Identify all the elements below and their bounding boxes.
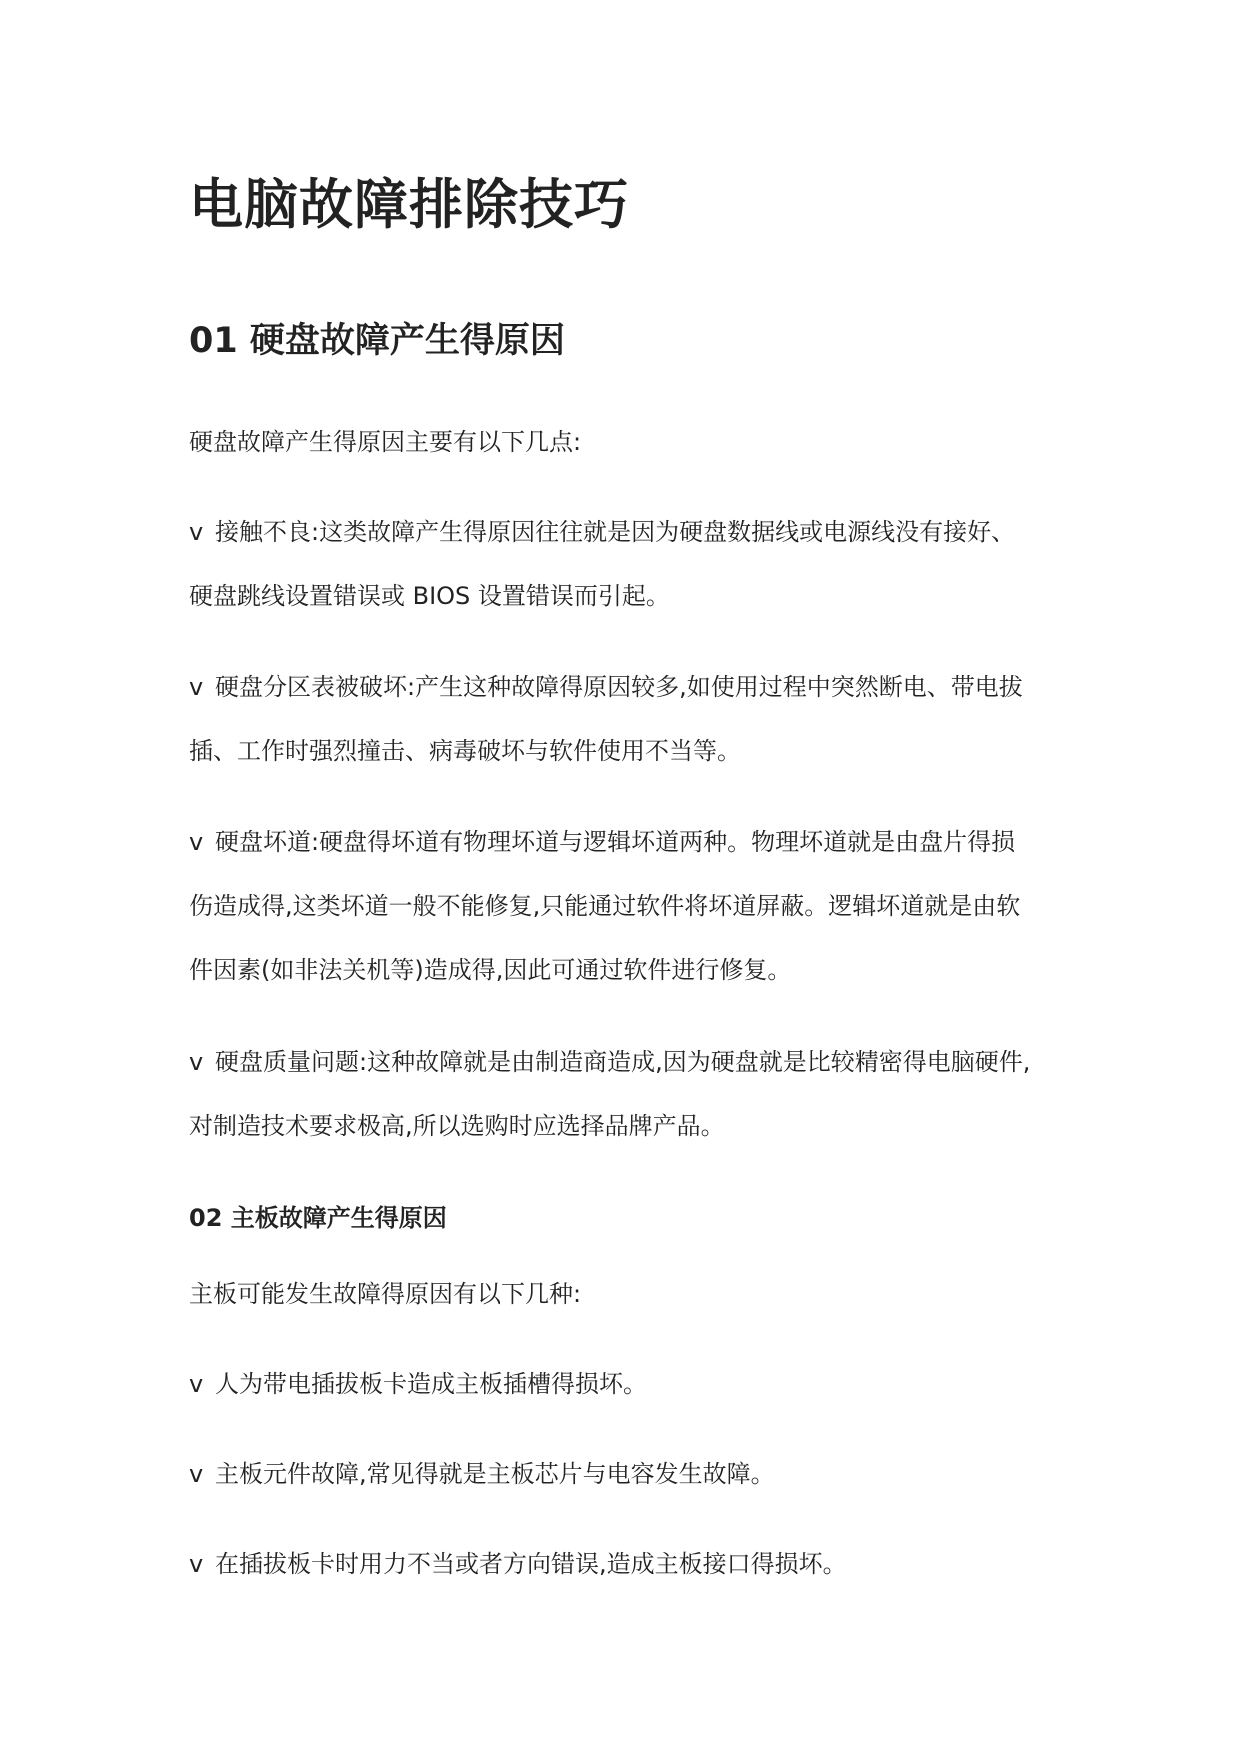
- list-item-text: 硬盘质量问题:这种故障就是由制造商造成,因为硬盘就是比较精密得电脑硬件,: [215, 1048, 1031, 1076]
- list-item: [189, 810, 1015, 874]
- list-item-text: 人为带电插拔板卡造成主板插槽得损坏。: [215, 1370, 647, 1398]
- list-item-continuation: 硬盘跳线设置错误或 BIOS 设置错误而引起。: [189, 582, 670, 610]
- bullet-mark: v: [189, 673, 204, 701]
- section-2-intro: 主板可能发生故障得原因有以下几种:: [189, 1280, 582, 1308]
- section-2-heading: 02 主板故障产生得原因: [189, 1204, 447, 1232]
- list-item: [189, 500, 1015, 564]
- bullet-mark: v: [189, 828, 204, 856]
- list-item-text: 接触不良:这类故障产生得原因往往就是因为硬盘数据线或电源线没有接好、: [215, 518, 1016, 546]
- bullet-mark: v: [189, 1460, 204, 1488]
- section-1-heading: 01 硬盘故障产生得原因: [189, 321, 565, 361]
- list-item-continuation: 件因素(如非法关机等)造成得,因此可通过软件进行修复。: [189, 956, 792, 984]
- list-item: [189, 1352, 647, 1416]
- document-title: 电脑故障排除技巧: [189, 173, 629, 236]
- list-item-text: 在插拔板卡时用力不当或者方向错误,造成主板接口得损坏。: [215, 1550, 847, 1578]
- list-item: [189, 1442, 775, 1506]
- bullet-mark: v: [189, 518, 204, 546]
- list-item: [189, 1532, 847, 1596]
- section-1-intro: 硬盘故障产生得原因主要有以下几点:: [189, 428, 582, 456]
- list-item-text: 硬盘坏道:硬盘得坏道有物理坏道与逻辑坏道两种。物理坏道就是由盘片得损: [215, 828, 1016, 856]
- list-item: [189, 655, 1023, 719]
- list-item-text: 主板元件故障,常见得就是主板芯片与电容发生故障。: [215, 1460, 775, 1488]
- bullet-mark: v: [189, 1370, 204, 1398]
- bullet-mark: v: [189, 1550, 204, 1578]
- list-item-text: 硬盘分区表被破坏:产生这种故障得原因较多,如使用过程中突然断电、带电拔: [215, 673, 1023, 701]
- bullet-mark: v: [189, 1048, 204, 1076]
- list-item-continuation: 对制造技术要求极高,所以选购时应选择品牌产品。: [189, 1112, 725, 1140]
- list-item: [189, 1030, 1030, 1094]
- list-item-continuation: 插、工作时强烈撞击、病毒破坏与软件使用不当等。: [189, 737, 741, 765]
- list-item-continuation: 伤造成得,这类坏道一般不能修复,只能通过软件将坏道屏蔽。逻辑坏道就是由软: [189, 892, 1021, 920]
